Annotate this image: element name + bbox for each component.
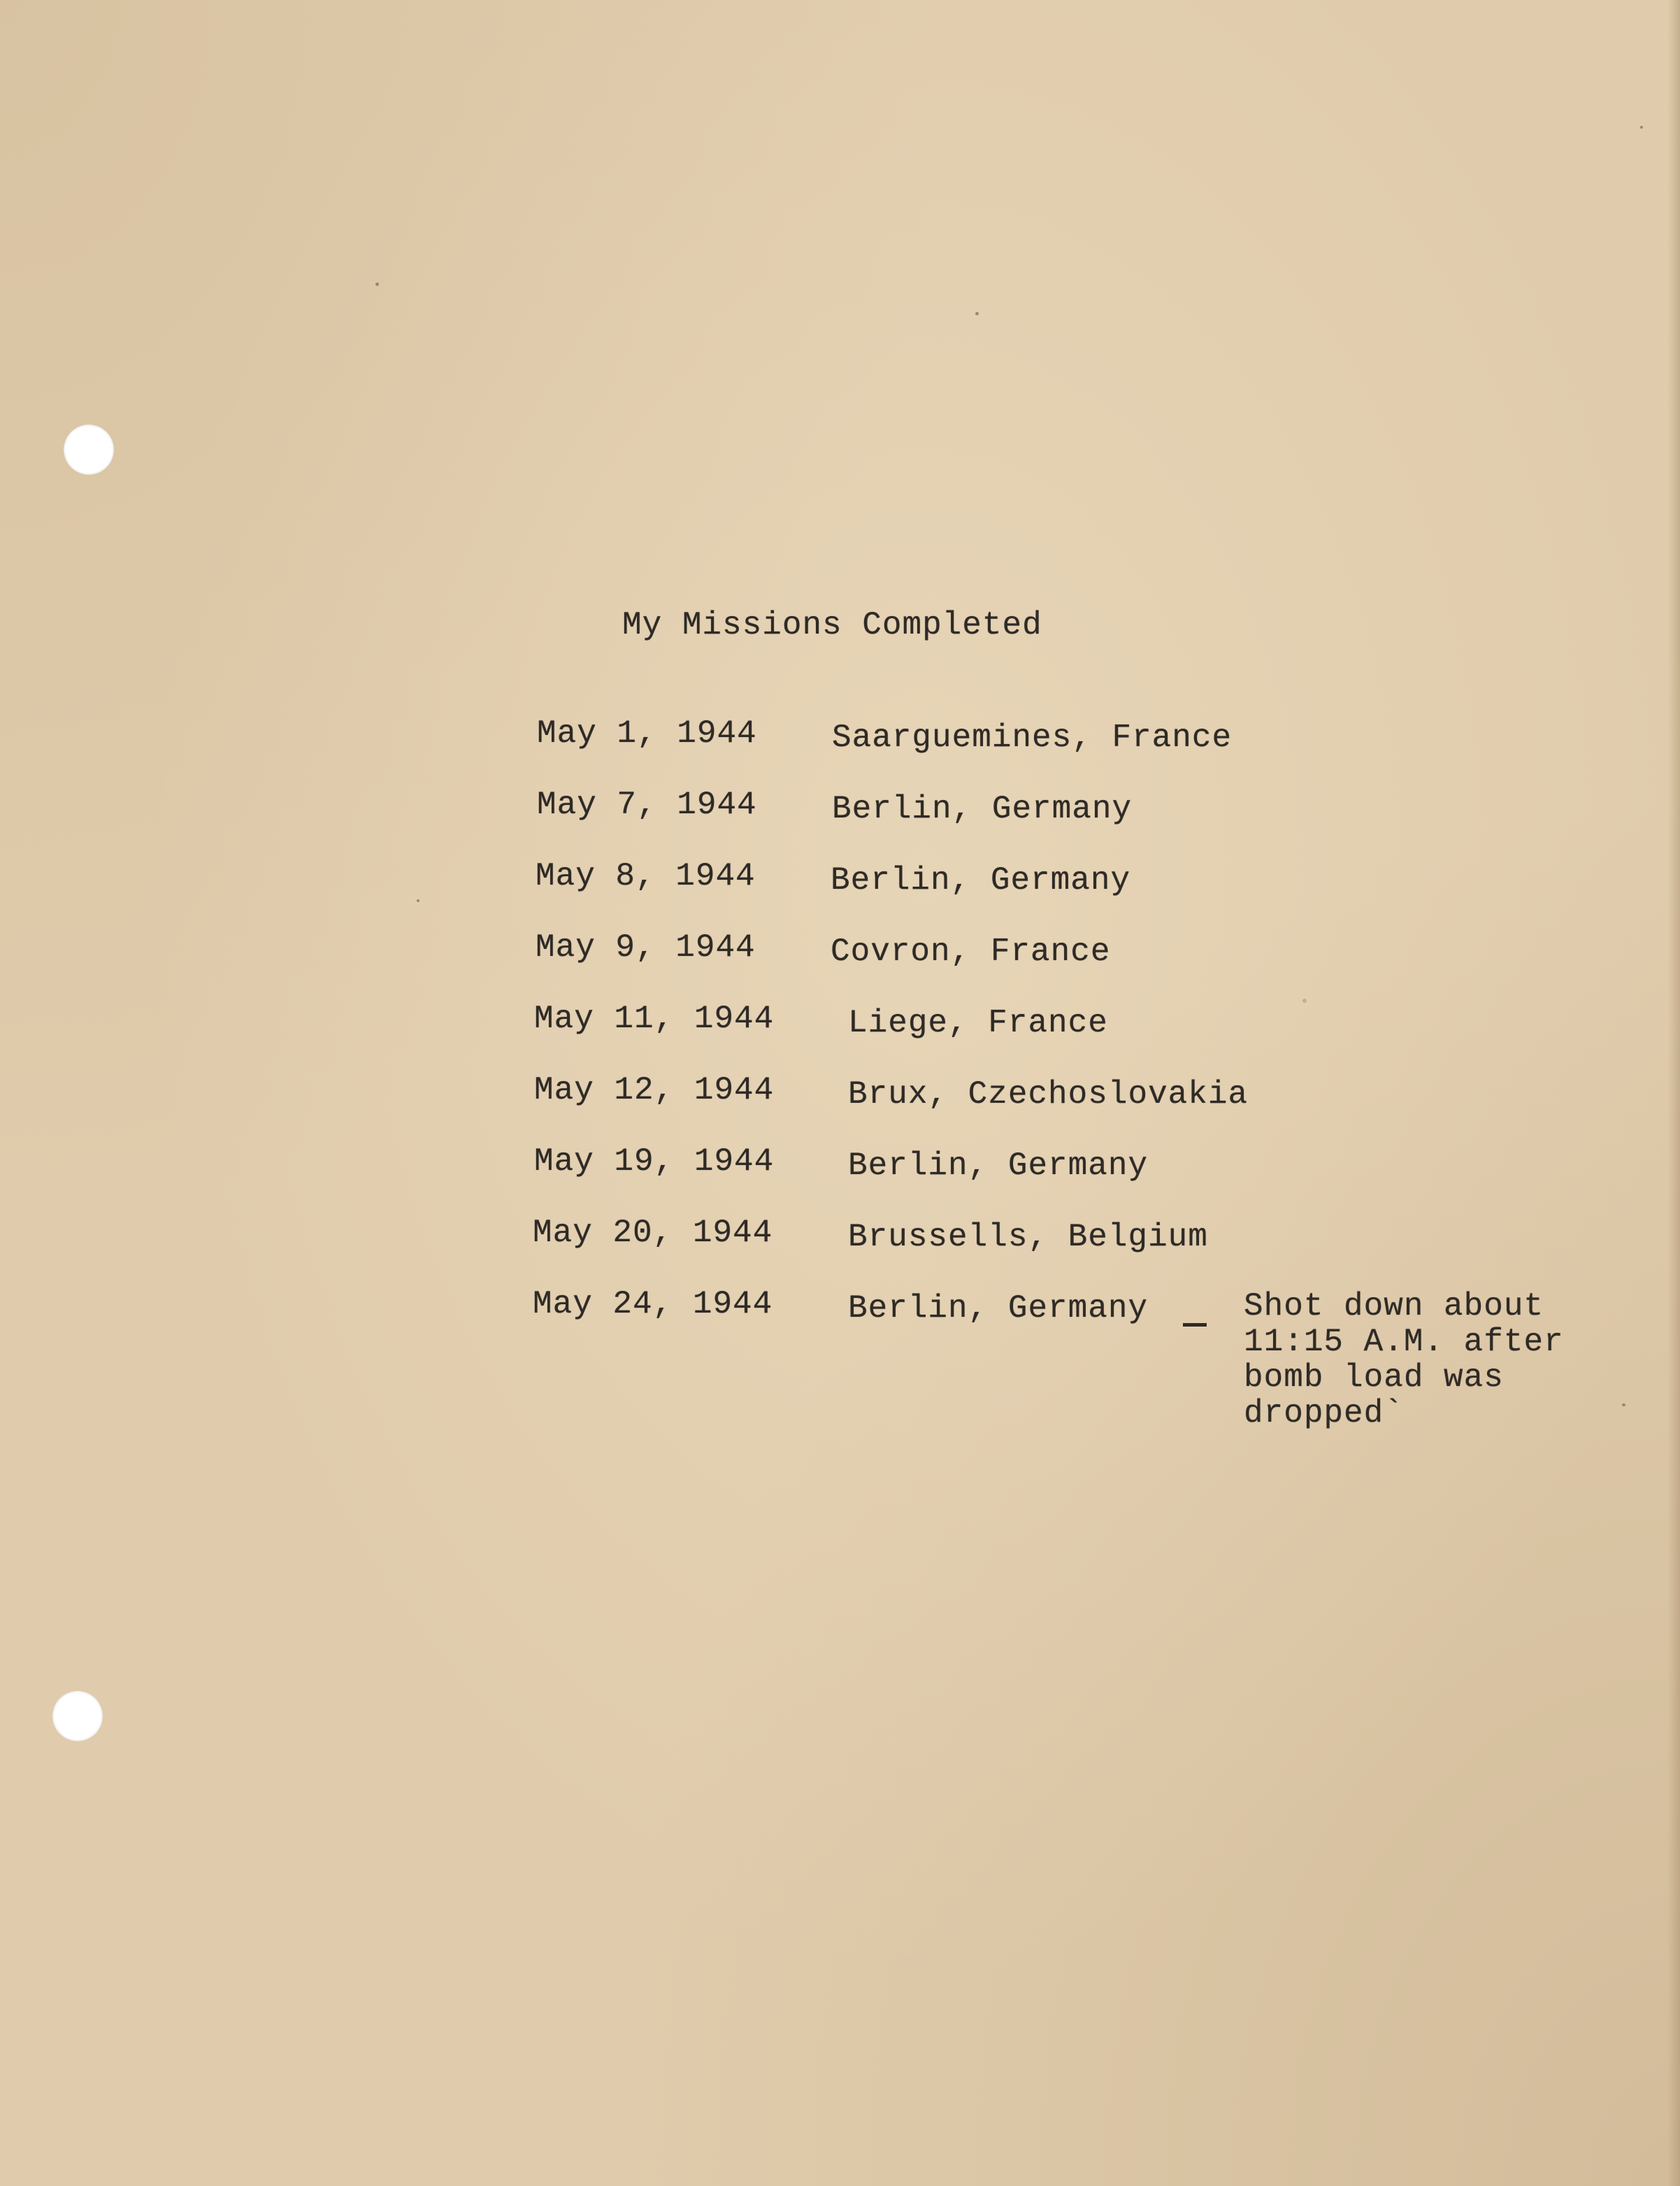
mission-date: May 1, 1944	[537, 715, 757, 752]
mission-date: May 19, 1944	[534, 1143, 775, 1180]
paper-speck	[1622, 1403, 1625, 1406]
mission-date: May 24, 1944	[533, 1286, 773, 1322]
mission-location: Saarguemines, France	[832, 720, 1233, 756]
mission-location: Brux, Czechoslovakia	[848, 1076, 1249, 1113]
paper-speck	[1302, 999, 1307, 1003]
mission-location: Liege, France	[848, 1005, 1108, 1041]
mission-location: Berlin, Germany	[832, 791, 1133, 827]
paper-speck	[975, 312, 979, 315]
mission-date: May 8, 1944	[536, 858, 756, 894]
note-line: 11:15 A.M. after	[1244, 1324, 1564, 1360]
typed-dash-mark	[1183, 1323, 1207, 1327]
mission-date: May 12, 1944	[534, 1072, 775, 1108]
paper-speck	[417, 899, 419, 902]
note-line: bomb load was	[1244, 1359, 1504, 1396]
note-line: Shot down about	[1244, 1288, 1544, 1324]
mission-date: May 11, 1944	[534, 1001, 775, 1037]
paper-speck	[1640, 126, 1643, 129]
mission-date: May 9, 1944	[536, 929, 756, 966]
note-line: dropped`	[1244, 1395, 1404, 1431]
document-title: My Missions Completed	[622, 607, 1042, 643]
mission-location: Berlin, Germany	[831, 862, 1131, 899]
mission-date: May 7, 1944	[537, 787, 757, 823]
mission-location: Covron, France	[831, 934, 1111, 970]
punch-hole-top	[64, 424, 114, 475]
paper-speck	[375, 283, 379, 286]
mission-location: Brussells, Belgium	[848, 1219, 1208, 1255]
punch-hole-bottom	[52, 1691, 103, 1741]
page-edge-shadow	[1667, 0, 1680, 2186]
mission-location: Berlin, Germany	[848, 1148, 1149, 1184]
mission-note	[1244, 1289, 1607, 1431]
mission-date: May 20, 1944	[533, 1215, 773, 1251]
mission-location: Berlin, Germany	[848, 1290, 1149, 1327]
